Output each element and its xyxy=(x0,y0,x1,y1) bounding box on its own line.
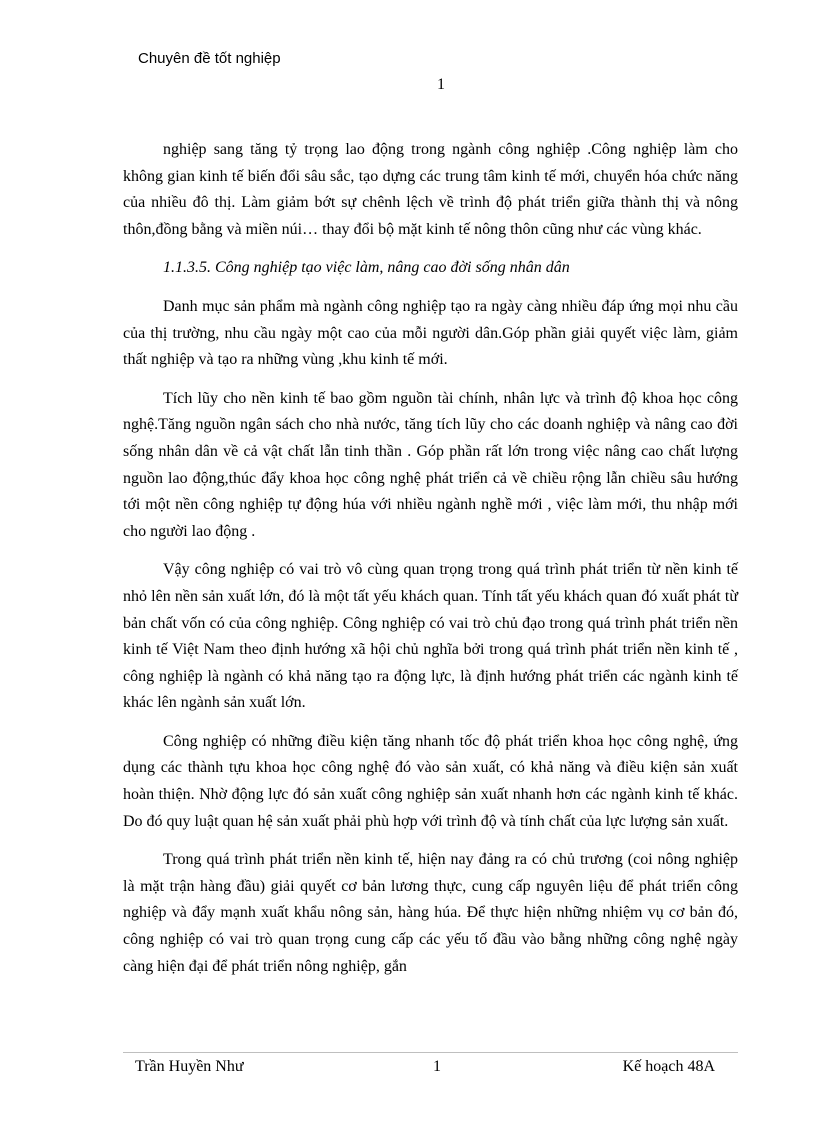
section-heading: 1.1.3.5. Công nghiệp tạo việc làm, nâng cao đời sống nhân dân xyxy=(163,259,570,277)
page-footer xyxy=(135,1058,715,1080)
header-page-number: 1 xyxy=(437,76,445,93)
paragraph: Tích lũy cho nền kinh tế bao gồm nguồn tài chính, nhân lực và trình độ khoa học công nghệ.Tăng nguồn ngân sách cho nhà nước, tăng tích lũy cho các doanh nghiệp và nâng cao đời sống nhân dân về cả vật chất lẫn tinh thần . Góp phần rất lớn trong việc nâng cao chất lượng nguồn lao động,thúc đẩy khoa học công nghệ phát triển cả về chiều rộng lẫn chiều sâu hướng tới một nền công nghiệp tự động húa với nhiều ngành nghề mới , việc làm mới, thu nhập mới cho người lao động . xyxy=(123,389,738,540)
document-body xyxy=(123,137,738,992)
footer-author: Trần Huyền Như xyxy=(135,1058,244,1075)
footer-page-number: 1 xyxy=(433,1058,441,1075)
footer-class: Kế hoạch 48A xyxy=(622,1058,715,1075)
paragraph: Công nghiệp có những điều kiện tăng nhanh tốc độ phát triển khoa học công nghệ, ứng dụng các thành tựu khoa học công nghệ đó vào sản xuất, có khả năng và điều kiện sản xuất hoàn thiện. Nhờ động lực đó sản xuất công nghiệp sản xuất nhanh hơn các ngành kinh tế khác. Do đó quy luật quan hệ sản xuất phải phù hợp với trình độ và tính chất của lực lượng sản xuất. xyxy=(123,732,738,830)
running-header: Chuyên đề tốt nghiệp xyxy=(138,50,281,67)
paragraph: Danh mục sản phẩm mà ngành công nghiệp tạo ra ngày càng nhiều đáp ứng mọi nhu cầu của thị trường, nhu cầu ngày một cao của mỗi người dân.Góp phần giải quyết việc làm, giảm thất nghiệp và tạo ra những vùng ,khu kinh tế mới. xyxy=(123,297,738,369)
paragraph: nghiệp sang tăng tỷ trọng lao động trong ngành công nghiệp .Công nghiệp làm cho không gian kinh tế biến đổi sâu sắc, tạo dựng các trung tâm kinh tế mới, chuyển hóa chức năng của nhiều đô thị. Làm giảm bớt sự chênh lệch về trình độ phát triển giữa thành thị và nông thôn,đồng bằng và miền núi… thay đổi bộ mặt kinh tế nông thôn cũng như các vùng khác. xyxy=(123,141,738,238)
footer-divider xyxy=(123,1052,738,1053)
paragraph: Trong quá trình phát triển nền kinh tế, hiện nay đảng ra có chủ trương (coi nông nghiệp là mặt trận hàng đầu) giải quyết cơ bản lương thực, cung cấp nguyên liệu để phát triển công nghiệp và đẩy mạnh xuất khẩu nông sản, hàng húa. Để thực hiện những nhiệm vụ cơ bản đó, công nghiệp có vai trò quan trọng cung cấp các yếu tố đầu vào bằng những công nghệ ngày càng hiện đại để phát triển nông nghiệp, gắn xyxy=(123,851,738,975)
paragraph: Vậy công nghiệp có vai trò vô cùng quan trọng trong quá trình phát triển từ nền kinh tế nhỏ lên nền sản xuất lớn, đó là một tất yếu khách quan. Tính tất yếu khách quan đó xuất phát từ bản chất vốn có của công nghiệp. Công nghiệp có vai trò chủ đạo trong quá trình phát triển nền kinh tế Việt Nam theo định hướng xã hội chủ nghĩa bởi trong quá trình phát triển nền kinh tế , công nghiệp là ngành có khả năng tạo ra động lực, là định hướng phát triển các ngành kinh tế khác lên ngành sản xuất lớn. xyxy=(123,561,738,712)
